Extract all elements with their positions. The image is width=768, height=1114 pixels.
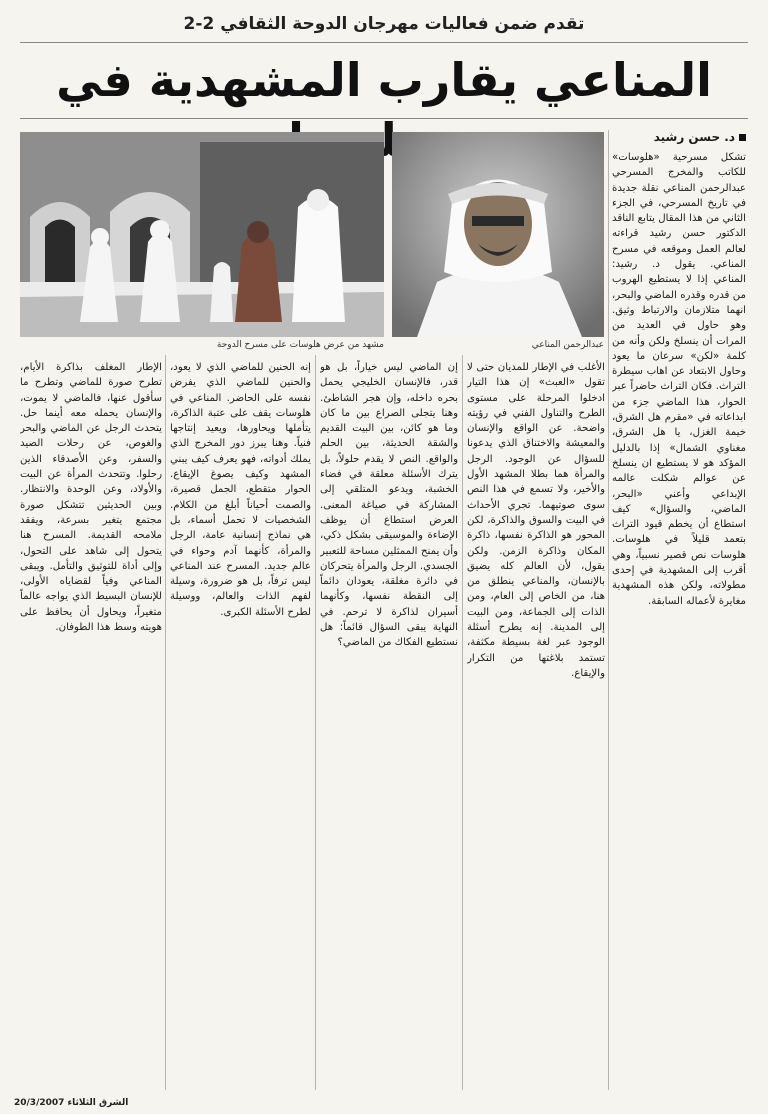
column-text: الإطار المغلف بذاكرة الأيام، تطرح صورة للماضي وتطرح ما سأقول عنها، فالماضي لا يموت، والإنسان يحمله معه أينما حل. يتحدث الرجل عن الماضي والبحر والغوص، عن رحلات الصيد والسفر، وعن الأصدقاء الذين رحلوا. وتتحدث المرأة عن البيت والأولاد، وعن الوحدة والانتظار. وبين الحديثين تتشكل صورة مجتمع يتغير بسرعة، ويفقد ملامحه القديمة. المسرح هنا يتحول إلى شاهد على التحول، وإلى أداة للتوثيق والتأمل. ويبقى المناعي وفياً لقضاياه الأولى، للإنسان البسيط الذي يواجه عالماً متغيراً، ويحاول أن يحافظ على هويته وسط هذا الطوفان. [20,362,162,634]
divider [20,118,748,119]
page-title: المناعي يقارب المشهدية في [56,53,712,107]
article-column-3 [320,360,458,1085]
column-divider [608,130,609,1090]
column-divider [462,355,463,1090]
author-name: د. حسن رشيد [653,130,735,144]
column-text: إن الماضي ليس خياراً، بل هو قدر، فالإنسان الخليجي يحمل بحره داخله، وإن هجر الشاطئ. وهنا يتجلى الصراع بين ما كان وما هو كائن، بين البيت القديم والشقة الحديثة، بين الحلم والواقع. النص لا يقدم حلولاً، بل يترك الأسئلة معلقة في فضاء الخشبة، ويدعو المتلقي إلى المشاركة في صياغة المعنى. العرض استطاع أن يوظف الإضاءة والموسيقى بشكل ذكي، وأن يمنح الممثلين مساحة للتعبير الجسدي. الرجل والمرأة يتحركان في دائرة مغلقة، يعودان دائماً إلى النقطة نفسها، وكأنهما أسيران لذاكرة لا ترحم. في النهاية يبقى السؤال قائماً: هل نستطيع الفكاك من الماضي؟ [320,362,458,649]
article-column-5 [20,360,162,1085]
column-divider [315,355,316,1090]
article-column-4 [170,360,311,1085]
article-column-2 [467,360,605,1085]
kicker: تقدم ضمن فعاليات مهرجان الدوحة الثقافي 2-2 [183,14,585,34]
portrait-image [392,132,604,337]
byline [614,130,746,144]
column-text: تشكل مسرحية «هلوسات» للكاتب والمخرج المسرحي عبدالرحمن المناعي نقلة جديدة في تاريخ المسرحي، في الجزء الثاني من هذا المقال يتابع الناقد الدكتور حسن رشيد قراءته لعالم العمل وموقعه في مسرح المناعي. يقول د. رشيد: المناعي إذا لا يستطيع الهروب من قدره وقدره الماضي والبحر، انهما متلازمان والارتباط وثيق. وهو حاول في العديد من المرات أن ينسلخ ولكن وأنه من كلمة «لكن» سرعان ما يعود وحاول الابتعاد عن اهاب سيطرة التراث. فكان التراث حاضراً عبر الحوار، هذا الماضي جزء من ابداعاته في «مقرم هل الشرق، خيمة الغزل، يا هل الشرق، مغناوي الشمال» إذا بالدليل المؤكد هو لا يستطيع ان ينسلخ عن عوالم شكلت عالمه الإبداعي وأعني «البحر، الماضي، والسؤال» كيف استطاع أن يخطم قيود التراث بتعمد قليلاً في هلوسات. هلوسات نص قصير نسبياً، وهي أقرب إلى المشهدية في إحدى مطولاته، ولكن هذه المشهدية مغايرة لأعماله السابقة. [612,152,746,607]
divider [20,42,748,43]
portrait-photo [392,132,604,337]
bullet-square-icon [739,134,746,141]
article-column-1 [612,150,746,1085]
stage-image [20,132,384,337]
footer-date: الشرق الثلاثاء 20/3/2007 [14,1098,129,1108]
column-text: الأغلب في الإطار للمديان حتى لا تقول «العبث» إن هذا التيار ادخلوا المرحلة على مستوى الطرح والتناول الفني في رؤيته واضحة. عن الواقع والإنسان والمعيشة والاختناق الذي يدعونا للسؤال عن الوجود. الرجل والمرأة هما بطلا المشهد الأول والأخير، ولا تسمع في هذا النص سوى صوتيهما. تجري الأحداث في البيت والسوق والذاكرة، لكن المحور هو الذاكرة نفسها، ذاكرة المكان وذاكرة الزمن. ولكن يقول، لأن العالم كله يضيق بالإنسان، والمناعي ينطلق من هنا، من الخاص إلى العام، ومن الذات إلى الجماعة، ومن البيت إلى المدينة. إنه يطرح أسئلة الوجود عبر لغة بسيطة مكثفة، تستمد بلاغتها من التكرار والإيقاع. [467,362,605,679]
stage-caption: مشهد من عرض هلوسات على مسرح الدوحة [216,340,384,350]
portrait-caption: عبدالرحمن المناعي [531,340,604,350]
stage-photo [20,132,384,337]
column-text: إنه الحنين للماضي الذي لا يعود، والحنين للماضي الذي يفرض نفسه على الحاضر. المناعي في هلوسات يقف على عتبة الذاكرة، يتأملها ويحاورها، ويعيد إنتاجها فنياً. وهنا يبرز دور المخرج الذي يملك أدواته، فهو يعرف كيف يبني المشهد وكيف يصوغ الإيقاع. الحوار متقطع، الجمل قصيرة، والصمت أحياناً أبلغ من الكلام. الشخصيات لا تحمل أسماء، بل هي نماذج إنسانية عامة، الرجل والمرأة، كأنهما آدم وحواء في عالم جديد. المسرح عند المناعي ليس ترفاً، بل هو ضرورة، وسيلة لفهم الذات والعالم، ووسيلة لطرح الأسئلة الكبرى. [170,362,311,618]
column-divider [165,355,166,1090]
